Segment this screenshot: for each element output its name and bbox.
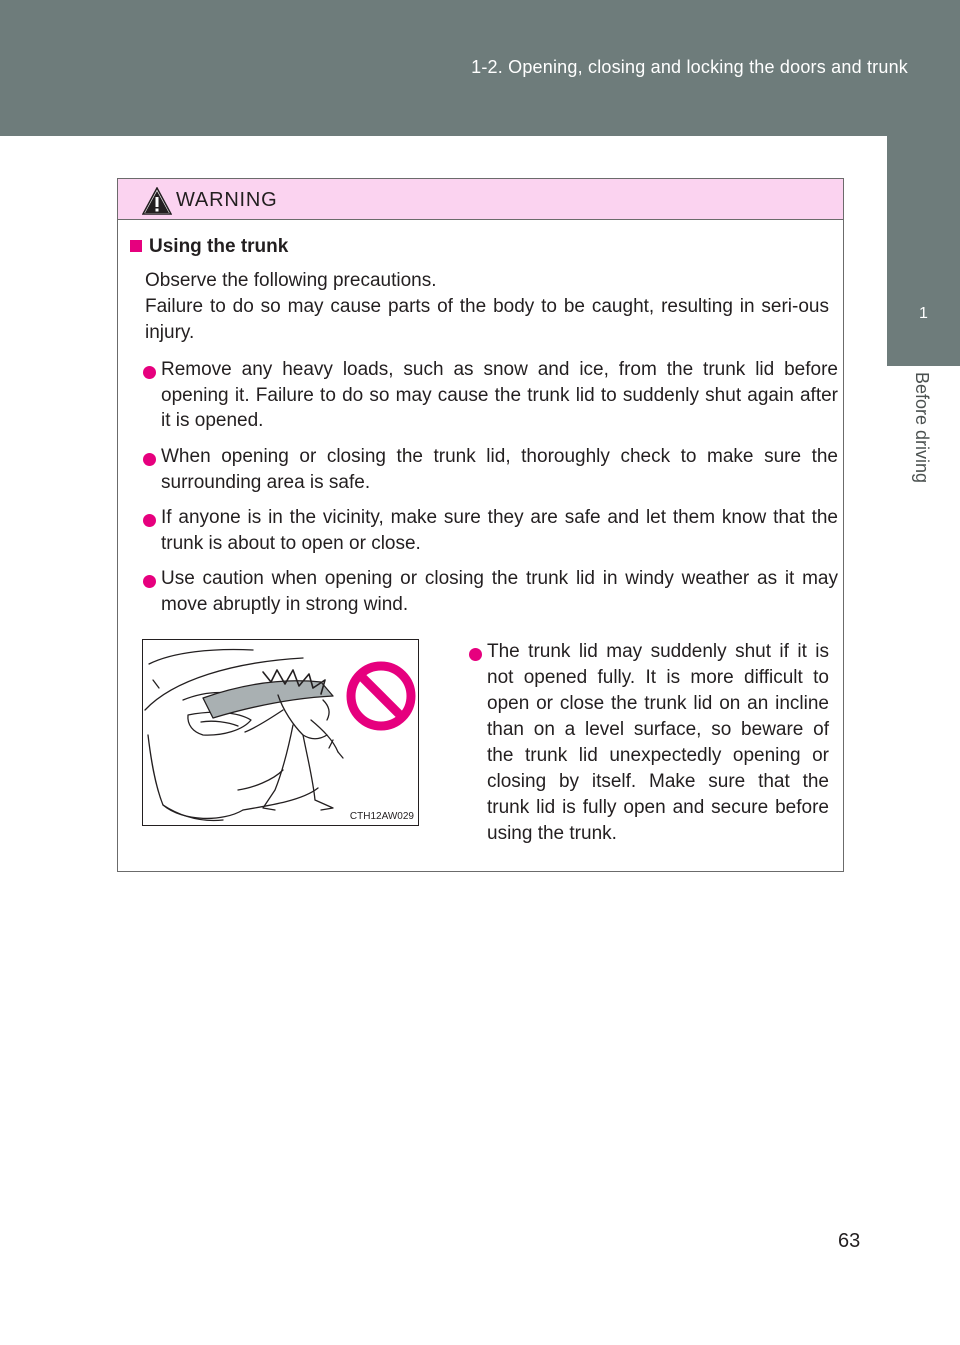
warning-title: WARNING [176,189,278,211]
warning-triangle-icon [142,187,172,215]
warning-box [117,178,844,872]
square-bullet-icon [130,240,142,252]
bullet-dot-icon [143,514,156,527]
bullet-4: Use caution when opening or closing the trunk lid in windy weather as it may move abruptly in strong wind. [161,568,838,615]
bullet-3: If anyone is in the vicinity, make sure they are safe and let them know that the trunk is about to open or close. [161,507,838,554]
bullet-dot-icon [469,648,482,661]
illustration-code: CTH12AW029 [349,811,414,822]
prohibition-icon [351,666,411,726]
bullet-2: When opening or closing the trunk lid, thoroughly check to make sure the surrounding area is safe. [161,446,838,493]
bullet-dot-icon [143,366,156,379]
warning-header [118,179,843,220]
chapter-title: 1-2. Opening, closing and locking the doors and trunk [471,57,908,77]
section-title-text: Using the trunk [149,236,289,257]
bullet-1: Remove any heavy loads, such as snow and ice, from the trunk lid before opening it. Failure to do so may cause the trunk lid to suddenly shut again after it is opened. [161,359,838,431]
side-tab-label: Before driving [912,372,932,484]
side-bullet: The trunk lid may suddenly shut if it is not opened fully. It is more difficult to open or close the trunk lid on an incline than on a level surface, so beware of the trunk lid unexpectedly opening or closing by itself. Make sure that the trunk lid is fully open and secure before using the trunk. [487,641,829,844]
intro-line-1: Observe the following precautions. [145,270,437,291]
section-heading [130,236,288,258]
page-number: 63 [838,1230,861,1252]
bullet-dot-icon [143,575,156,588]
bullet-dot-icon [143,453,156,466]
trunk-illustration [142,639,419,826]
side-tab-number: 1 [919,305,928,322]
trunk-danger-drawing [143,640,419,826]
side-tab-label-area [887,366,960,546]
page-header [0,0,960,136]
intro-line-2: Failure to do so may cause parts of the body to be caught, resulting in seri-ous injury. [145,296,829,343]
side-tab [887,136,960,366]
